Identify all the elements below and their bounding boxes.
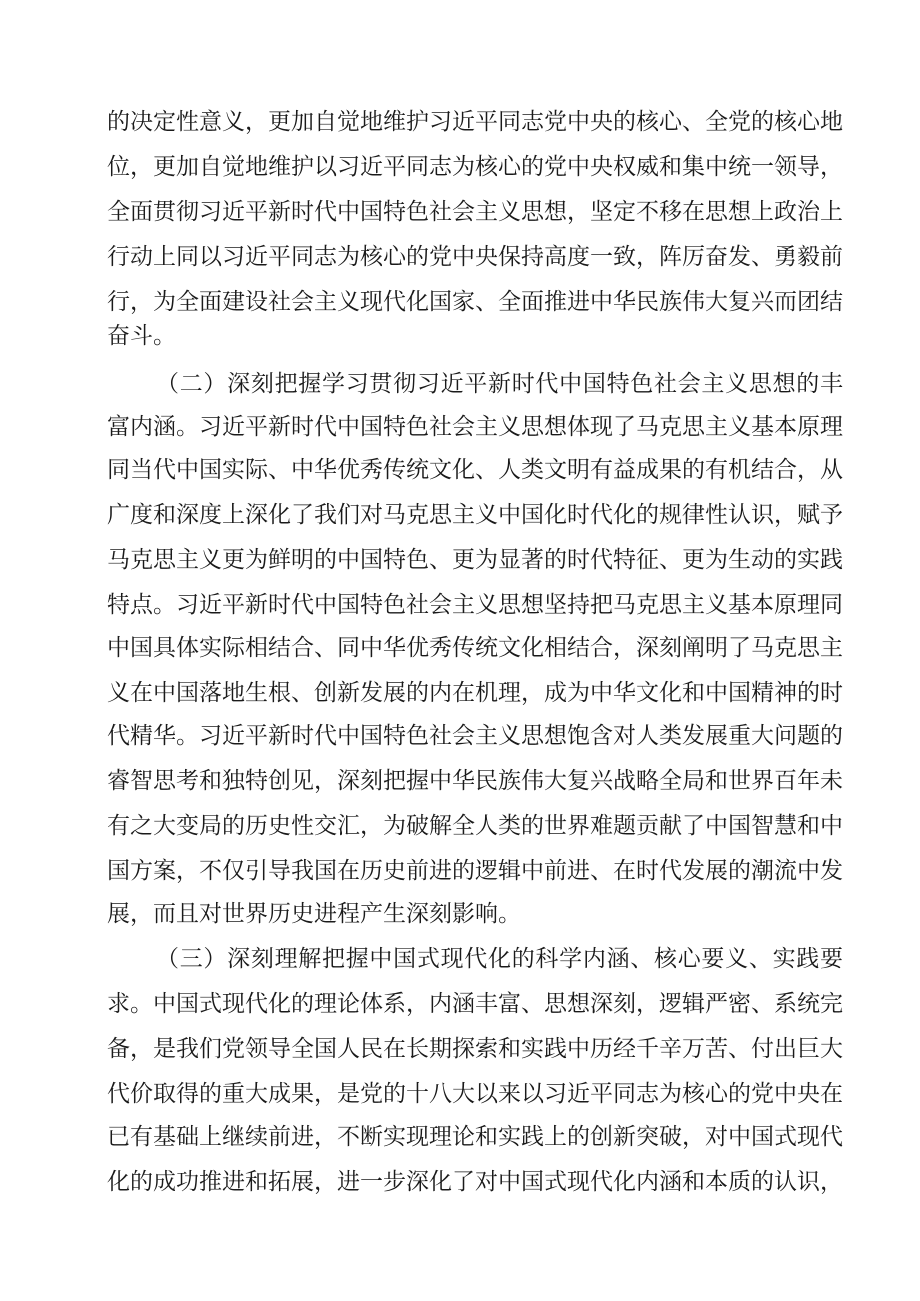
text-line: 行动上同以习近平同志为核心的党中央保持高度一致，阵厉奋发、勇毅前 xyxy=(107,244,843,270)
text-line: 的决定性意义，更加自觉地维护习近平同志党中央的核心、全党的核心地 xyxy=(107,109,843,135)
text-line: 广度和深度上深化了我们对马克思主义中国化时代化的规律性认识，赋予 xyxy=(107,502,843,528)
text-line: 化的成功推进和拓展，进一步深化了对中国式现代化内涵和本质的认识， xyxy=(107,1169,843,1195)
text-line: 全面贯彻习近平新时代中国特色社会主义思想，坚定不移在思想上政治上 xyxy=(107,199,843,225)
text-line: 中国具体实际相结合、同中华优秀传统文化相结合，深刻阐明了马克思主 xyxy=(107,635,843,661)
text-line: 特点。习近平新时代中国特色社会主义思想坚持把马克思主义基本原理同 xyxy=(107,592,843,618)
text-line: 富内涵。习近平新时代中国特色社会主义思想体现了马克思主义基本原理 xyxy=(107,414,843,440)
text-line: 国方案，不仅引导我国在历史前进的逻辑中前进、在时代发展的潮流中发 xyxy=(107,858,843,884)
text-line: 代价取得的重大成果，是党的十八大以来以习近平同志为核心的党中央在 xyxy=(107,1081,843,1107)
text-line: 行，为全面建设社会主义现代化国家、全面推进中华民族伟大复兴而团结 xyxy=(107,289,843,315)
text-line: 展，而且对世界历史进程产生深刻影响。 xyxy=(107,901,521,927)
text-line: 睿智思考和独特创见，深刻把握中华民族伟大复兴战略全局和世界百年未 xyxy=(107,768,843,794)
text-line: 马克思主义更为鲜明的中国特色、更为显著的时代特征、更为生动的实践 xyxy=(107,547,843,573)
text-line: 位，更加自觉地维护以习近平同志为核心的党中央权威和集中统一领导， xyxy=(107,154,843,180)
text-line: 奋斗。 xyxy=(107,323,176,349)
section-heading-line: （三）深刻理解把握中国式现代化的科学内涵、核心要义、实践要 xyxy=(156,946,843,972)
text-line: 求。中国式现代化的理论体系，内涵丰富、思想深刻，逻辑严密、系统完 xyxy=(107,991,843,1017)
text-line: 已有基础上继续前进，不断实现理论和实践上的创新突破，对中国式现代 xyxy=(107,1124,843,1150)
text-line: 备，是我们党领导全国人民在长期探索和实践中历经千辛万苦、付出巨大 xyxy=(107,1036,843,1062)
text-line: 义在中国落地生根、创新发展的内在机理，成为中华文化和中国精神的时 xyxy=(107,680,843,706)
text-line: 代精华。习近平新时代中国特色社会主义思想饱含对人类发展重大问题的 xyxy=(107,723,843,749)
text-line: 有之大变局的历史性交汇，为破解全人类的世界难题贡献了中国智慧和中 xyxy=(107,813,843,839)
text-line: 同当代中国实际、中华优秀传统文化、人类文明有益成果的有机结合，从 xyxy=(107,457,843,483)
section-heading-line: （二）深刻把握学习贯彻习近平新时代中国特色社会主义思想的丰 xyxy=(156,371,843,397)
